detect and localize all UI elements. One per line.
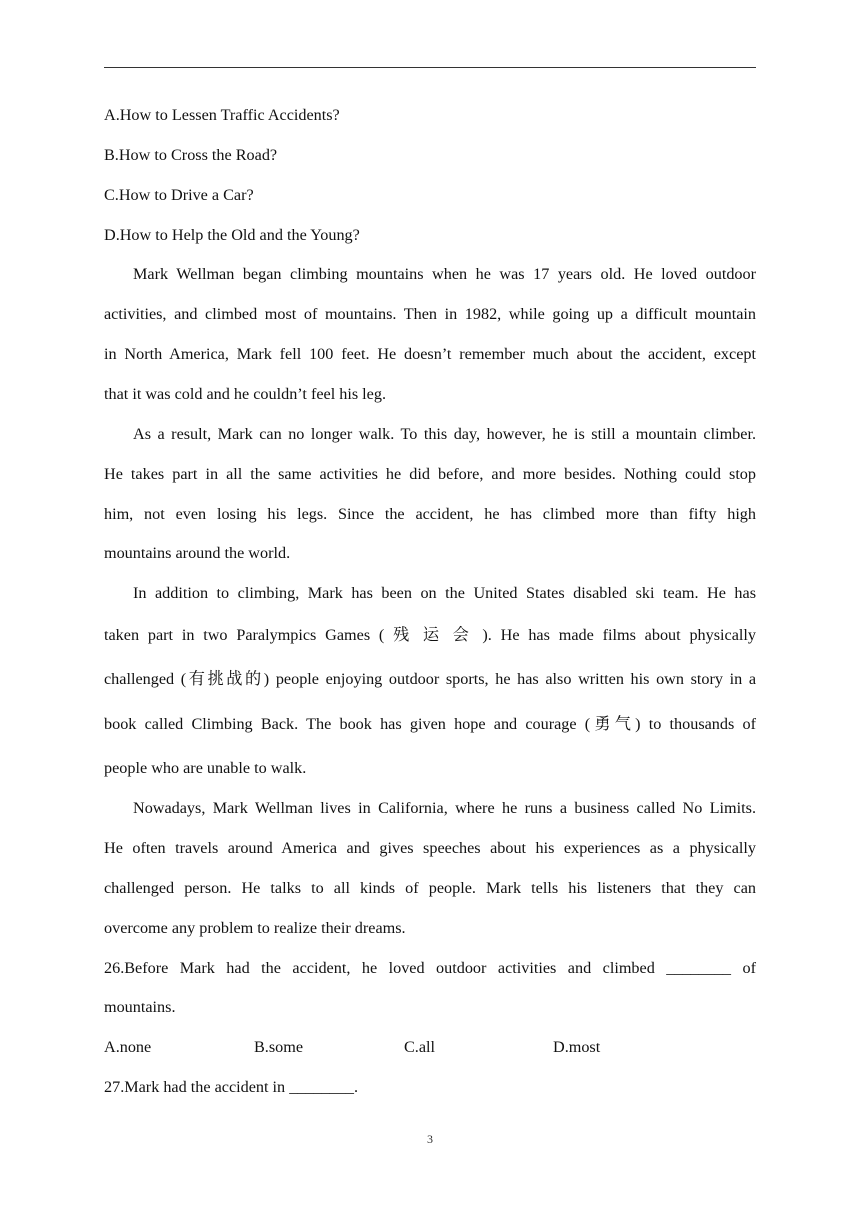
passage-line: He often travels around America and gives speeches about his experiences as a physically — [104, 839, 756, 857]
passage-line: mountains around the world. — [104, 544, 291, 562]
passage-line: Nowadays, Mark Wellman lives in California, where he runs a business called No Limits. — [133, 799, 756, 817]
passage-line: He takes part in all the same activities he did before, and more besides. Nothing could stop — [104, 465, 756, 483]
q26-option-b: B.some — [254, 1038, 304, 1056]
passage-line: activities, and climbed most of mountains. Then in 1982, while going up a difficult mountain — [104, 305, 756, 323]
q26-option-d: D.most — [553, 1038, 601, 1056]
passage-line: him, not even losing his legs. Since the accident, he has climbed more than fifty high — [104, 505, 756, 523]
passage-line: challenged person. He talks to all kinds of people. Mark tells his listeners that they can — [104, 879, 756, 897]
header-rule — [104, 67, 756, 68]
passage-line: taken part in two Paralympics Games ( 残 运 会 ). He has made films about physically — [104, 626, 756, 644]
passage-line: challenged (有挑战的) people enjoying outdoor sports, he has also written his own story in a — [104, 670, 756, 688]
passage-line: in North America, Mark fell 100 feet. He doesn’t remember much about the accident, except — [104, 345, 756, 363]
passage-line: that it was cold and he couldn’t feel his leg. — [104, 385, 387, 403]
q25-option-a: A.How to Lessen Traffic Accidents? — [104, 106, 340, 124]
page-number: 3 — [427, 1132, 433, 1146]
q26-stem: 26.Before Mark had the accident, he loved outdoor activities and climbed ________ of — [104, 959, 756, 977]
q26-stem-continued: mountains. — [104, 998, 176, 1016]
passage-line: people who are unable to walk. — [104, 759, 307, 777]
passage-line: overcome any problem to realize their dreams. — [104, 919, 406, 937]
q25-option-c: C.How to Drive a Car? — [104, 186, 254, 204]
q27-stem: 27.Mark had the accident in ________. — [104, 1078, 358, 1096]
q26-option-a: A.none — [104, 1038, 152, 1056]
passage-line: As a result, Mark can no longer walk. To this day, however, he is still a mountain climber. — [133, 425, 756, 443]
q26-option-c: C.all — [404, 1038, 436, 1056]
passage-line: Mark Wellman began climbing mountains when he was 17 years old. He loved outdoor — [133, 265, 756, 283]
q25-option-d: D.How to Help the Old and the Young? — [104, 226, 360, 244]
q25-option-b: B.How to Cross the Road? — [104, 146, 278, 164]
passage-line: book called Climbing Back. The book has given hope and courage (勇气) to thousands of — [104, 715, 756, 733]
passage-line: In addition to climbing, Mark has been on the United States disabled ski team. He has — [133, 584, 756, 602]
